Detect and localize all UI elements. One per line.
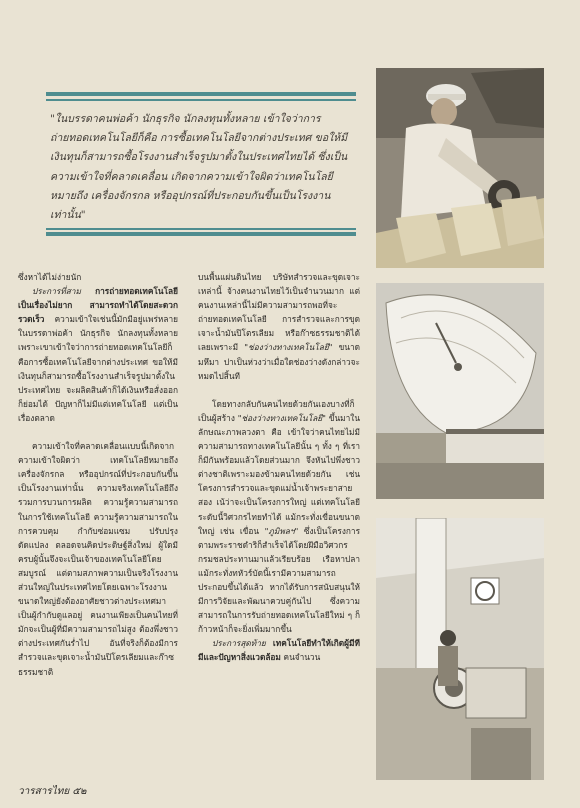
col2-p3-bold: เทคโนโลยีทำให้เกิดผู้มีทีมีและปัญหาสิ่งแวดล้อม [198,638,360,663]
col1-paragraph-2 [18,284,178,425]
col2-p1-text: บนพื้นแผ่นดินไทย บริษัทสำรวจและขุดเจาะเหล่านี้ จ้างคนงานไทยไว้เป็นจำนวนมาก แต่คนงานเหล่านี้ไม่มีความสามารถพอที่จะถ่ายทอดเทคโนโลยี การสำรวจและการขุดเจาะน้ำมันปิโตรเลียม หรือก๊าซธรรมชาติได้เลยเพราะมี [198,272,360,353]
col1-p2-bold: การถ่ายทอดเทคโนโลยีเป็นเรื่องไม่ยาก สามารถทำได้โดยสะดวกรวดเร็ว [18,286,178,325]
col2-p3-label: ประการสุดท้าย [212,638,266,649]
col2-p2-rest: ขึ้นมาในลักษณะภาพลวงตา คือ เข้าใจว่าคนไทยไม่มีความสามารถทางเทคโนโลยีนั้น ๆ ทั้ง ๆ ที่เราก็มีกันพร้อมแล้วโดยส่วนมาก จึงหันไปพึ่งชาวต่างชาติเพราะมองข้ามคนไทยด้วยกัน เช่น โครงการสำรวจและขุดแม่น้ำเจ้าพระยาสายสอง เน้ว่าจะเป็นโครงการใหญ่ แต่เทคโนโลยีระดับนี้วิศวกรไทยทำได้ แม้กระทั่งเขื่อนขนาดใหญ่ เช่น เขื่อน [198,412,360,536]
photo-equipment-room [376,518,544,780]
col2-p2-tail: ซึ่งเป็นโครงการตามพระราชดำริก็สำเร็จได้โดยฝีมือวิศวกรกรมชลประทานมาแล้วเรียบร้อย เรือหาปลา แม้กระทั่งทหัวร์บัดนี้เรามีความสามารถประกอบขึ้นได้แล้ว หากได้รับการสนับสนุนให้มีการวิจัยและพัฒนาควบคู่กันไป ซึ่งความสามารถในการรับถ่ายทอดเทคโนโลยีใหม่ ๆ ก็ก้าวหน้าก็จะยิ่งเพิ่มมากขึ้น [198,525,361,635]
col2-p2-italic: "ช่องว่างทางเทคโนโลยี" [237,412,326,423]
col2-p2-text: โดยทางกลับกันคนไทยด้วยกันเองบางที่ก็เป็นผู้สร้าง [198,398,355,423]
quote-rule-top [46,92,356,96]
col1-p2-rest: ความเข้าใจเช่นนี้มักมีอยู่แพร่หลายในบรรดาพ่อค้า นักธุรกิจ นักลงทุนทั้งหลาย เพราะเขาเข้าใจว่าการถ่ายทอดเทคโนโลยีก็คือการซื้อเทคโนโลยีจากต่างประเทศ ขอให้มีเงินทุนก็สามารถซื้อโรงงานสำเร็จรูปมาตั้งในประเทศไทย จะผลิตสินค้าก็ได้เงินหรือสั่งออกก็ย่อมได้ ปัญหาก็ไม่มีแต่เทคโนโลยี แต่เป็นเรื่องตลาด [18,314,178,423]
article-column-2 [198,270,360,665]
col2-p1-tail: ขนาดมหึมา ปาเป็นห่วงว่าเมื่อใดช่องว่างดังกล่าวจะหมดไปสิ้นที [198,342,361,381]
col2-paragraph-1 [198,270,360,383]
col1-paragraph-1: ซึ่งหาได้ไม่ง่ายนัก [18,272,82,282]
col1-p2-label: ประการที่สาม [32,286,81,297]
quote-rule-top-thin [46,99,356,101]
col2-paragraph-3 [198,636,360,664]
quote-rule-bottom-thin [46,228,356,230]
col2-p3-rest: คนจำนวน [283,652,321,663]
article-column-1 [18,270,178,679]
col2-paragraph-2 [198,397,360,637]
page-footer: วารสารไทย ๕๒ [18,786,87,797]
pull-quote [46,92,356,240]
col1-paragraph-3: ความเข้าใจที่คลาดเคลื่อนแบบนี้เกิดจากความเข้าใจผิดว่า เทคโนโลยีหมายถึงเครื่องจักรกล หรืออุปกรณ์ที่ประกอบกันขึ้นเป็นโรงงานเท่านั้น ความจริงเทคโนโลยีถึงรวมการบวนการผลิต ความรู้ความสามารถในการใช้เทคโนโลยี ความรู้ความสามารถในการควบคุม กำกับซ่อมแซม ปรับปรุง ดัดแปลง ตลอดจนคิดประดิษฐ์สิ่งใหม่ ผู้ใดมีครบผู้นั้นจึงจะเป็นเจ้าของเทคโนโลยีโดยสมบูรณ์ แต่ตามสภาพความเป็นจริงโรงงานส่วนใหญ่ในประเทศไทยโดยเฉพาะโรงงานขนาดใหญ่ยังต้องอาศัยชาวต่างประเทศมาเป็นผู้กำกับดูแลอยู่ คนงานเพียงเป็นคนไทยที่มักจะเป็นผู้ที่มีความสามารถไม่สูง ต้องพึ่งชาวต่างประเทศกันร่ำไป อันที่จริงก็ต้องมีการสำรวจและขุดเจาะน้ำมันปิโตรเลียมและก๊าซธรรมชาติ [18,441,178,677]
photo-worker-grinding [376,68,544,268]
col2-p1-italic: "ช่องว่างทางเทคโนโลยี" [244,342,333,353]
col2-p2-italic2: "ภูมิพลฯ" [264,525,299,536]
quote-rule-bottom [46,232,356,236]
photo-satellite-dish [376,283,544,499]
pull-quote-text: "ในบรรดาคนพ่อค้า นักธุรกิจ นักลงทุนทั้งหลาย เข้าใจว่าการถ่ายทอดเทคโนโลยีก็คือ การซื้อเทคโนโลยีจากต่างประเทศ ขอให้มีเงินทุนก็สามารถซื้อโรงงานสำเร็จรูปมาตั้งในประเทศไทยได้ ซึ่งเป็นความเข้าใจที่คลาดเคลื่อน เกิดจากความเข้าใจผิดว่าเทคโนโลยี หมายถึง เครื่องจักรกล หรืออุปกรณ์ที่ประกอบกันขึ้นเป็นโรงงานเท่านั้น" [50,113,348,222]
